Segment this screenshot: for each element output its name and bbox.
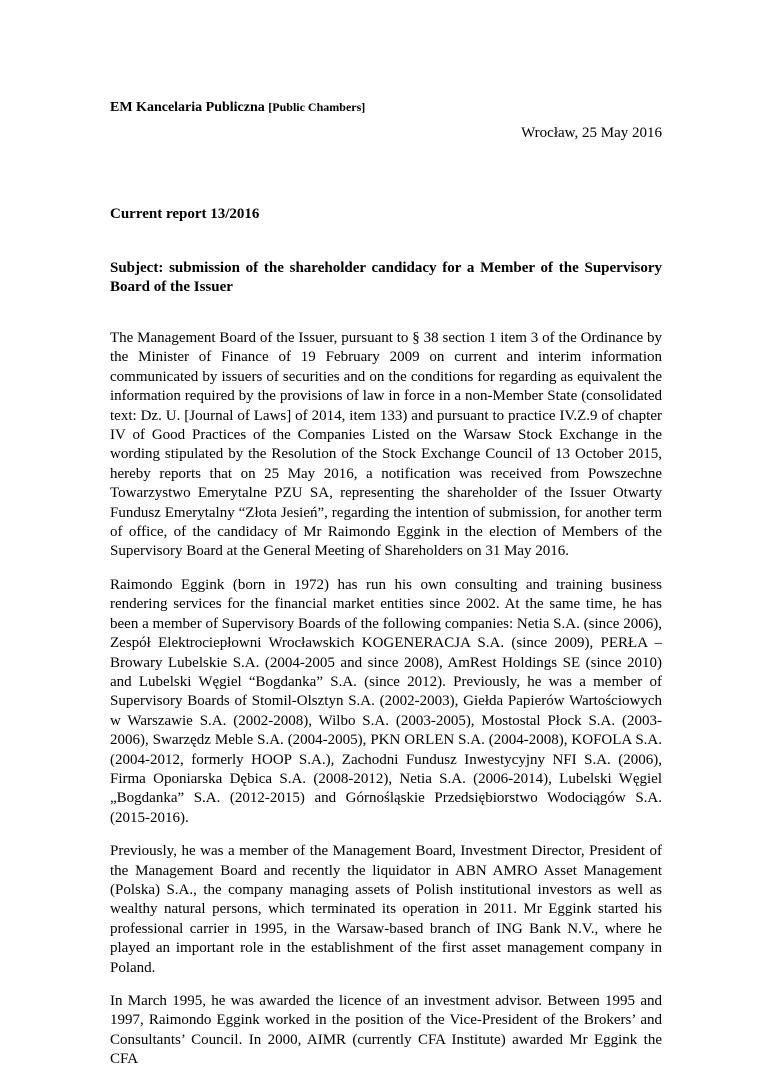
body-paragraph: Raimondo Eggink (born in 1972) has run his own consulting and training business rendering services for the financial market entities since 2002. At the same time, he has been a member of Supervisory Boards of the following companies: Netia S.A. (since 2006), Zespół Elektrociepłowni Wrocławskich KOGENERACJA S.A. (since 2009), PERŁA – Browary Lubelskie S.A. (2004-2005 and since 2008), AmRest Holdings SE (since 2010) and Lubelski Węgiel “Bogdanka” S.A. (since 2012). Previously, he was a member of Supervisory Boards of Stomil-Olsztyn S.A. (2002-2003), Giełda Papierów Wartościowych w Warszawie S.A. (2002-2008), Wilbo S.A. (2003-2005), Mostostal Płock S.A. (2003-2006), Swarzędz Meble S.A. (2004-2005), PKN ORLEN S.A. (2004-2008), KOFOLA S.A. (2004-2012, formerly HOOP S.A.), Zachodni Fundusz Inwestycyjny NFI S.A. (2006), Firma Oponiarska Dębica S.A. (2008-2012), Netia S.A. (2006-2014), Lubelski Węgiel „Bogdanka” S.A. (2012-2015) and Górnośląskie Przedsiębiorstwo Wodociągów S.A. (2015-2016). (110, 576, 662, 826)
issuer-name-translation: [Public Chambers] (268, 100, 366, 114)
issuer-name-text: EM Kancelaria Publiczna (110, 100, 265, 115)
report-date: Wrocław, 25 May 2016 (521, 125, 662, 141)
report-body (110, 329, 662, 1084)
report-subject: Subject: submission of the shareholder candidacy for a Member of the Supervisory Board of the Issuer (110, 260, 662, 295)
body-paragraph: Previously, he was a member of the Management Board, Investment Director, President of the Management Board and recently the liquidator in ABN AMRO Asset Management (Polska) S.A., the company managing assets of Polish institutional investors as well as wealthy natural persons, which terminated its operation in 2011. Mr Eggink started his professional carrier in 1995, in the Warsaw-based branch of ING Bank N.V., where he played an important role in the establishment of the first asset management company in Poland. (110, 843, 662, 976)
body-paragraph: The Management Board of the Issuer, pursuant to § 38 section 1 item 3 of the Ordinance by the Minister of Finance of 19 February 2009 on current and interim information communicated by issuers of securities and on the conditions for regarding as equivalent the information required by the provisions of law in force in a non-Member State (consolidated text: Dz. U. [Journal of Laws] of 2014, item 133) and pursuant to practice IV.Z.9 of chapter IV of Good Practices of the Companies Listed on the Warsaw Stock Exchange in the wording stipulated by the Resolution of the Stock Exchange Council of 13 October 2015, hereby reports that on 25 May 2016, a notification was received from Powszechne Towarzystwo Emerytalne PZU SA, representing the shareholder of the Issuer Otwarty Fundusz Emerytalny “Złota Jesień”, regarding the intention of submission, for another term of office, of the candidacy of Mr Raimondo Eggink in the election of Members of the Supervisory Board at the General Meeting of Shareholders on 31 May 2016. (110, 330, 662, 560)
report-number: Current report 13/2016 (110, 206, 260, 222)
issuer-name (110, 100, 365, 116)
body-paragraph: In March 1995, he was awarded the licence of an investment advisor. Between 1995 and 1997, Raimondo Eggink worked in the position of the Vice-President of the Brokers’ and Consultants’ Council. In 2000, AIMR (currently CFA Institute) awarded Mr Eggink the CFA (110, 993, 662, 1068)
